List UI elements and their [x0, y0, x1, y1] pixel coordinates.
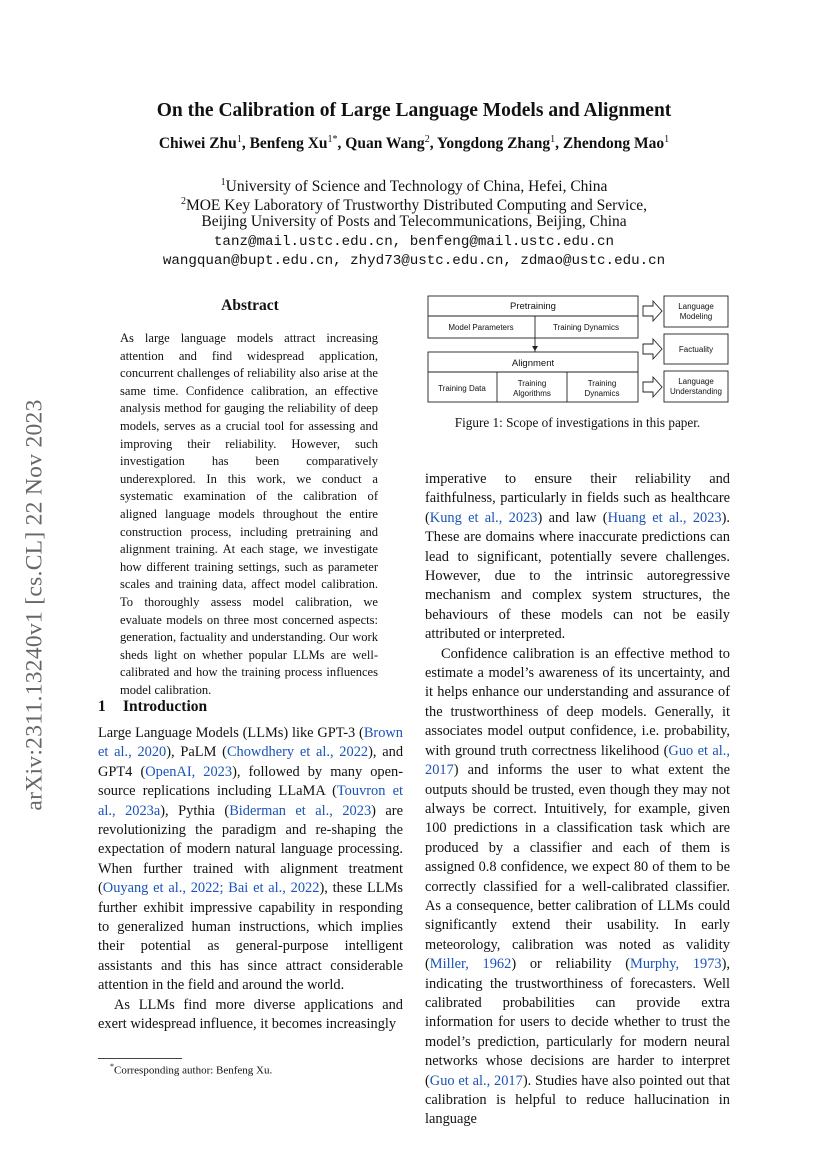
author-name: Zhendong Mao [562, 135, 665, 153]
citation-link[interactable]: Murphy, 1973 [630, 956, 722, 973]
body-text: imperative to ensure their reliability and faithfulness, particularly in fields such as healthcare ( [425, 471, 730, 526]
left-column-body [98, 724, 403, 1035]
section-title: Introduction [123, 698, 208, 715]
body-text: ), these LLMs further exhibit impressive capability in responding to generalized human instructions, which implies their potential as general-purpose intelligent assistants and this has since attract considerable attention in the field and around the world. [98, 880, 403, 994]
body-text: ), Pythia ( [160, 802, 230, 819]
citation-link[interactable]: Guo et al., 2017 [425, 742, 730, 779]
fig-model-params-label: Model Parameters [448, 323, 514, 332]
affiliation-2-line-2: Beijing University of Posts and Telecommunications, Beijing, China [201, 213, 627, 230]
fig-language-modeling-label-1: Language [678, 302, 714, 311]
fig-pretraining-label: Pretraining [510, 301, 556, 312]
intro-paragraph-1 [98, 724, 403, 996]
body-text: Large Language Models (LLMs) like GPT-3 ( [98, 725, 364, 741]
arrow-right-icon [643, 301, 662, 321]
author-affiliation-mark: 1 [236, 134, 242, 145]
body-text: Confidence calibration is an effective method to estimate a model’s awareness of its uncertainty, and it helps enhance our understanding and assurance of the trustworthiness of deep models. Generally, it associates model output confidence, i.e. probability, with ground truth correctness likelihood ( [425, 645, 730, 759]
affiliation-2-text: MOE Key Laboratory of Trustworthy Distributed Computing and Service, [185, 197, 648, 215]
body-text: ) are revolutionizing the paradigm and re-shaping the expectation of modern natural language processing. When further trained with alignment treatment ( [98, 802, 403, 897]
citation-link[interactable]: Ouyang et al., 2022; Bai et al., 2022 [102, 880, 320, 897]
intro-paragraph-2 [98, 996, 403, 1035]
section-number: 1 [98, 698, 106, 715]
body-text: ), indicating the trustworthiness of forecasters. Well calibrated probabilities can provide extra information for users to decide whether to trust the model’s prediction, particularly for modern neural networks whose decisions are harder to interpret ( [425, 956, 730, 1089]
author-affiliation-mark: 1 [664, 134, 670, 145]
body-text: ), and GPT4 ( [98, 744, 404, 780]
citation-link[interactable]: Biderman et al., 2023 [229, 802, 372, 819]
arrow-right-icon [643, 339, 662, 359]
body-text: As LLMs find more diverse applications and exert widespread influence, it becomes increasingly [98, 996, 403, 1033]
section-heading [98, 698, 207, 716]
fig-language-modeling-label-2: Modeling [679, 312, 713, 321]
arrow-down-icon [532, 346, 538, 351]
affiliation-2-mark: 2 [180, 196, 186, 207]
email-line-2: wangquan@bupt.edu.cn, zhyd73@ustc.edu.cn, zdmao@ustc.edu.cn [162, 253, 666, 269]
citation-link[interactable]: Kung et al., 2023 [429, 509, 538, 526]
body-text: ), followed by many open-source replications including LLaMA ( [98, 763, 403, 800]
figure-1-caption: Figure 1: Scope of investigations in this paper. [454, 415, 701, 430]
right-column-body [425, 470, 730, 1130]
citation-link[interactable]: Touvron et al., 2023a [98, 783, 403, 819]
citation-link[interactable]: Guo et al., 2017 [429, 1072, 523, 1089]
fig-training-dynamics-top-label: Training Dynamics [553, 323, 619, 332]
arrow-right-icon [643, 377, 662, 397]
paper-title: On the Calibration of Large Language Models and Alignment [156, 100, 672, 121]
figure-1-diagram [425, 294, 735, 404]
author-name: Chiwei Zhu [158, 135, 237, 153]
author-name: Benfeng Xu [249, 135, 328, 153]
body-text: ), PaLM ( [166, 744, 227, 761]
affiliation-1-mark: 1 [220, 177, 226, 188]
fig-alignment-label: Alignment [511, 358, 555, 369]
fig-factuality-label: Factuality [678, 345, 714, 354]
fig-training-algorithms-label-2: Algorithms [513, 389, 551, 398]
body-text: ) or reliability ( [511, 956, 631, 973]
fig-training-algorithms-label-1: Training [517, 379, 547, 388]
author-affiliation-mark: 2 [424, 134, 430, 145]
citation-link[interactable]: Brown et al., 2020 [98, 725, 403, 761]
author-affiliation-mark: 1 [550, 134, 556, 145]
author-name: Yongdong Zhang [436, 135, 551, 153]
author-list: Chiwei Zhu$^1$, Benfeng $Xu^{1*}$, Quan Wang$^2$, Yongdong Zhang$^1$, Zhendong Mao$^1$ [158, 134, 670, 153]
arxiv-sidebar-stamp [15, 355, 55, 855]
citation-link[interactable]: Chowdhery et al., 2022 [226, 744, 369, 761]
intro-paragraph-4 [425, 645, 730, 1130]
footnote-rule [98, 1058, 182, 1059]
citation-link[interactable]: Miller, 1962 [429, 956, 512, 973]
fig-language-understanding-label-1: Language [678, 377, 714, 386]
fig-training-dynamics-label-2: Dynamics [584, 389, 620, 398]
footnote-mark: * [110, 1062, 114, 1071]
citation-link[interactable]: OpenAI, 2023 [145, 763, 233, 780]
fig-language-understanding-label-2: Understanding [669, 387, 723, 396]
fig-training-dynamics-label-1: Training [587, 379, 617, 388]
footnote-text: Corresponding author: Benfeng Xu. [114, 1064, 273, 1077]
body-text: ). Studies have also pointed out that calibration is helpful to reduce hallucination in language [425, 1072, 730, 1128]
email-line-1: tanz@mail.ustc.edu.cn, benfeng@mail.ustc.edu.cn [213, 234, 615, 250]
affiliation-1-text: University of Science and Technology of China, Hefei, China [225, 178, 608, 196]
author-name: Quan Wang [345, 135, 425, 153]
fig-training-data-label: Training Data [438, 384, 486, 393]
abstract-heading: Abstract [221, 297, 279, 314]
abstract-text: As large language models attract increasing attention and find widespread application, concurrent challenges of reliability also arise at the same time. Confidence calibration, an effective analysis method for gauging the reliability of deep models, serves as a crucial tool for assessing and improving their reliability. However, such investigation has been comparatively underexplored. In this work, we conduct a systematic examination of the calibration of aligned language models throughout the entire construction process, including pretraining and alignment training. At each stage, we investigate how different training settings, such as parameter scales and training data, affect model calibration. To thoroughly assess model calibration, we evaluate models on three most concerned aspects: generation, factuality and understanding. Our work sheds light on whether popular LLMs are well-calibrated and how the training process influences model calibration. [120, 331, 378, 697]
author-affiliation-mark: 1* [327, 134, 338, 145]
body-text: ) and law ( [537, 509, 608, 526]
footnote [110, 1062, 272, 1077]
citation-link[interactable]: Huang et al., 2023 [607, 509, 722, 526]
intro-paragraph-3 [425, 470, 730, 645]
body-text: ) and informs the user to what extent the outputs should be trusted, even though they may not always be correct. Intuitively, for example, given 100 predictions in a classification task which are produced by a classifier and each of them is assigned 0.8 confidence, we expect 80 of them to be correctly classified for a well-calibrated classifier. As a consequence, better calibration of LLMs could significantly extend their usability. In early meteorology, calibration was noted as validity ( [425, 762, 730, 973]
body-text: ). These are domains where inaccurate predictions can lead to significant, potentially severe challenges. However, due to the intrinsic autoregressive mechanism and complex system structures, the behaviours of these models can not be easily attributed or interpreted. [425, 509, 731, 643]
arxiv-id: arXiv:2311.13240v1 [cs.CL] 22 Nov 2023 [21, 399, 48, 811]
